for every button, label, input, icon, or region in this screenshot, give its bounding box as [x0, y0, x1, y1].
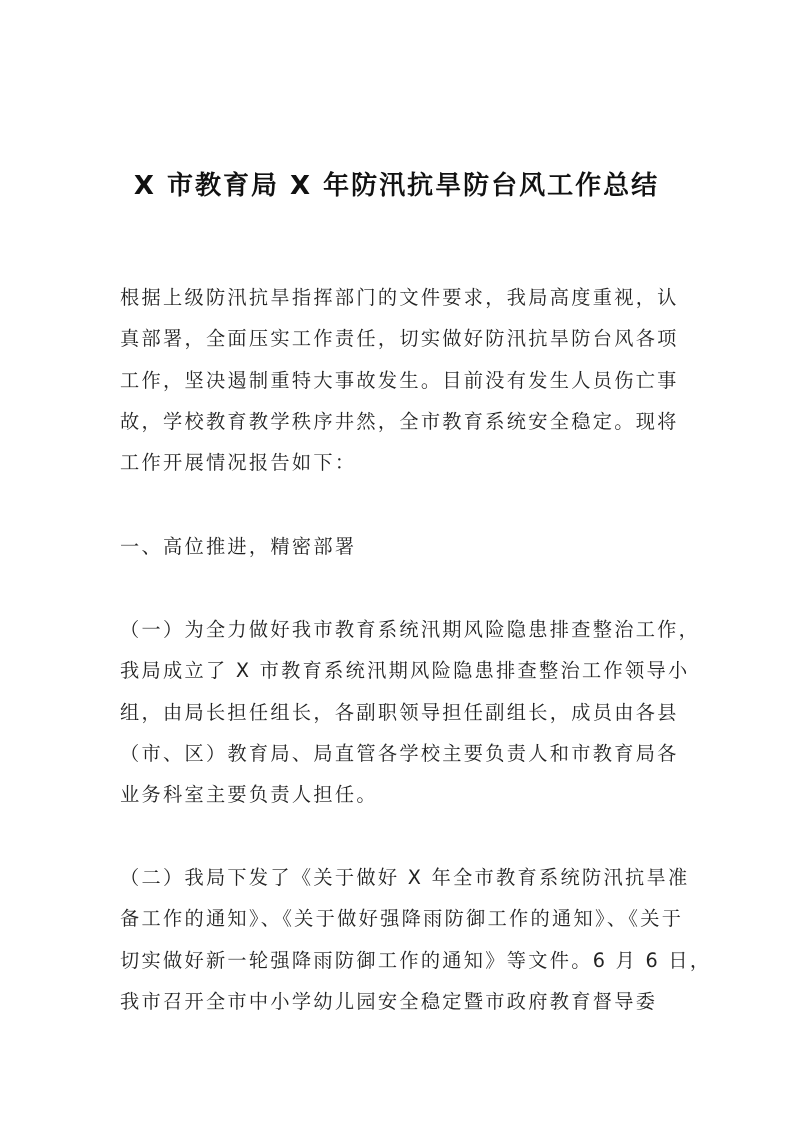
section-heading-text: 一、高位推进，精密部署: [120, 535, 357, 558]
paragraph-line: 我市召开全市中小学幼儿园安全稳定暨市政府教育督导委: [120, 989, 658, 1013]
section-heading: [120, 526, 680, 567]
paragraph-line: 组，由局长担任组长，各副职领导担任副组长，成员由各县: [120, 700, 679, 724]
paragraph-line: 工作开展情况报告如下：: [120, 451, 357, 475]
paragraph-line: 备工作的通知》、《关于做好强降雨防御工作的通知》、《关于: [120, 907, 684, 931]
paragraph-line: （市、区）教育局、局直管各学校主要负责人和市教育局各: [120, 741, 679, 765]
intro-paragraph: [120, 277, 680, 483]
paragraph-line: 真部署，全面压实工作责任，切实做好防汛抗旱防台风各项: [120, 327, 679, 351]
paragraph-line: （二）我局下发了《关于做好 X 年全市教育系统防汛抗旱准: [120, 866, 690, 889]
paragraph-line: 业务科室主要负责人担任。: [120, 783, 378, 807]
paragraph-line: （一）为全力做好我市教育系统汛期风险隐患排查整治工作，: [120, 618, 701, 641]
paragraph-line: 工作，坚决遏制重特大事故发生。目前没有发生人员伤亡事: [120, 368, 679, 392]
item-one-paragraph: [120, 609, 701, 815]
paragraph-line: 我局成立了 X 市教育系统汛期风险隐患排查整治工作领导小: [120, 659, 690, 683]
paragraph-line: 根据上级防汛抗旱指挥部门的文件要求，我局高度重视，认: [120, 286, 679, 309]
paragraph-line: 切实做好新一轮强降雨防御工作的通知》等文件。6 月 6 日，: [120, 948, 712, 972]
document-title: X 市教育局 X 年防汛抗旱防台风工作总结: [133, 171, 660, 201]
item-two-paragraph: [120, 857, 712, 1022]
paragraph-line: 故，学校教育教学秩序井然，全市教育系统安全稳定。现将: [120, 409, 679, 433]
